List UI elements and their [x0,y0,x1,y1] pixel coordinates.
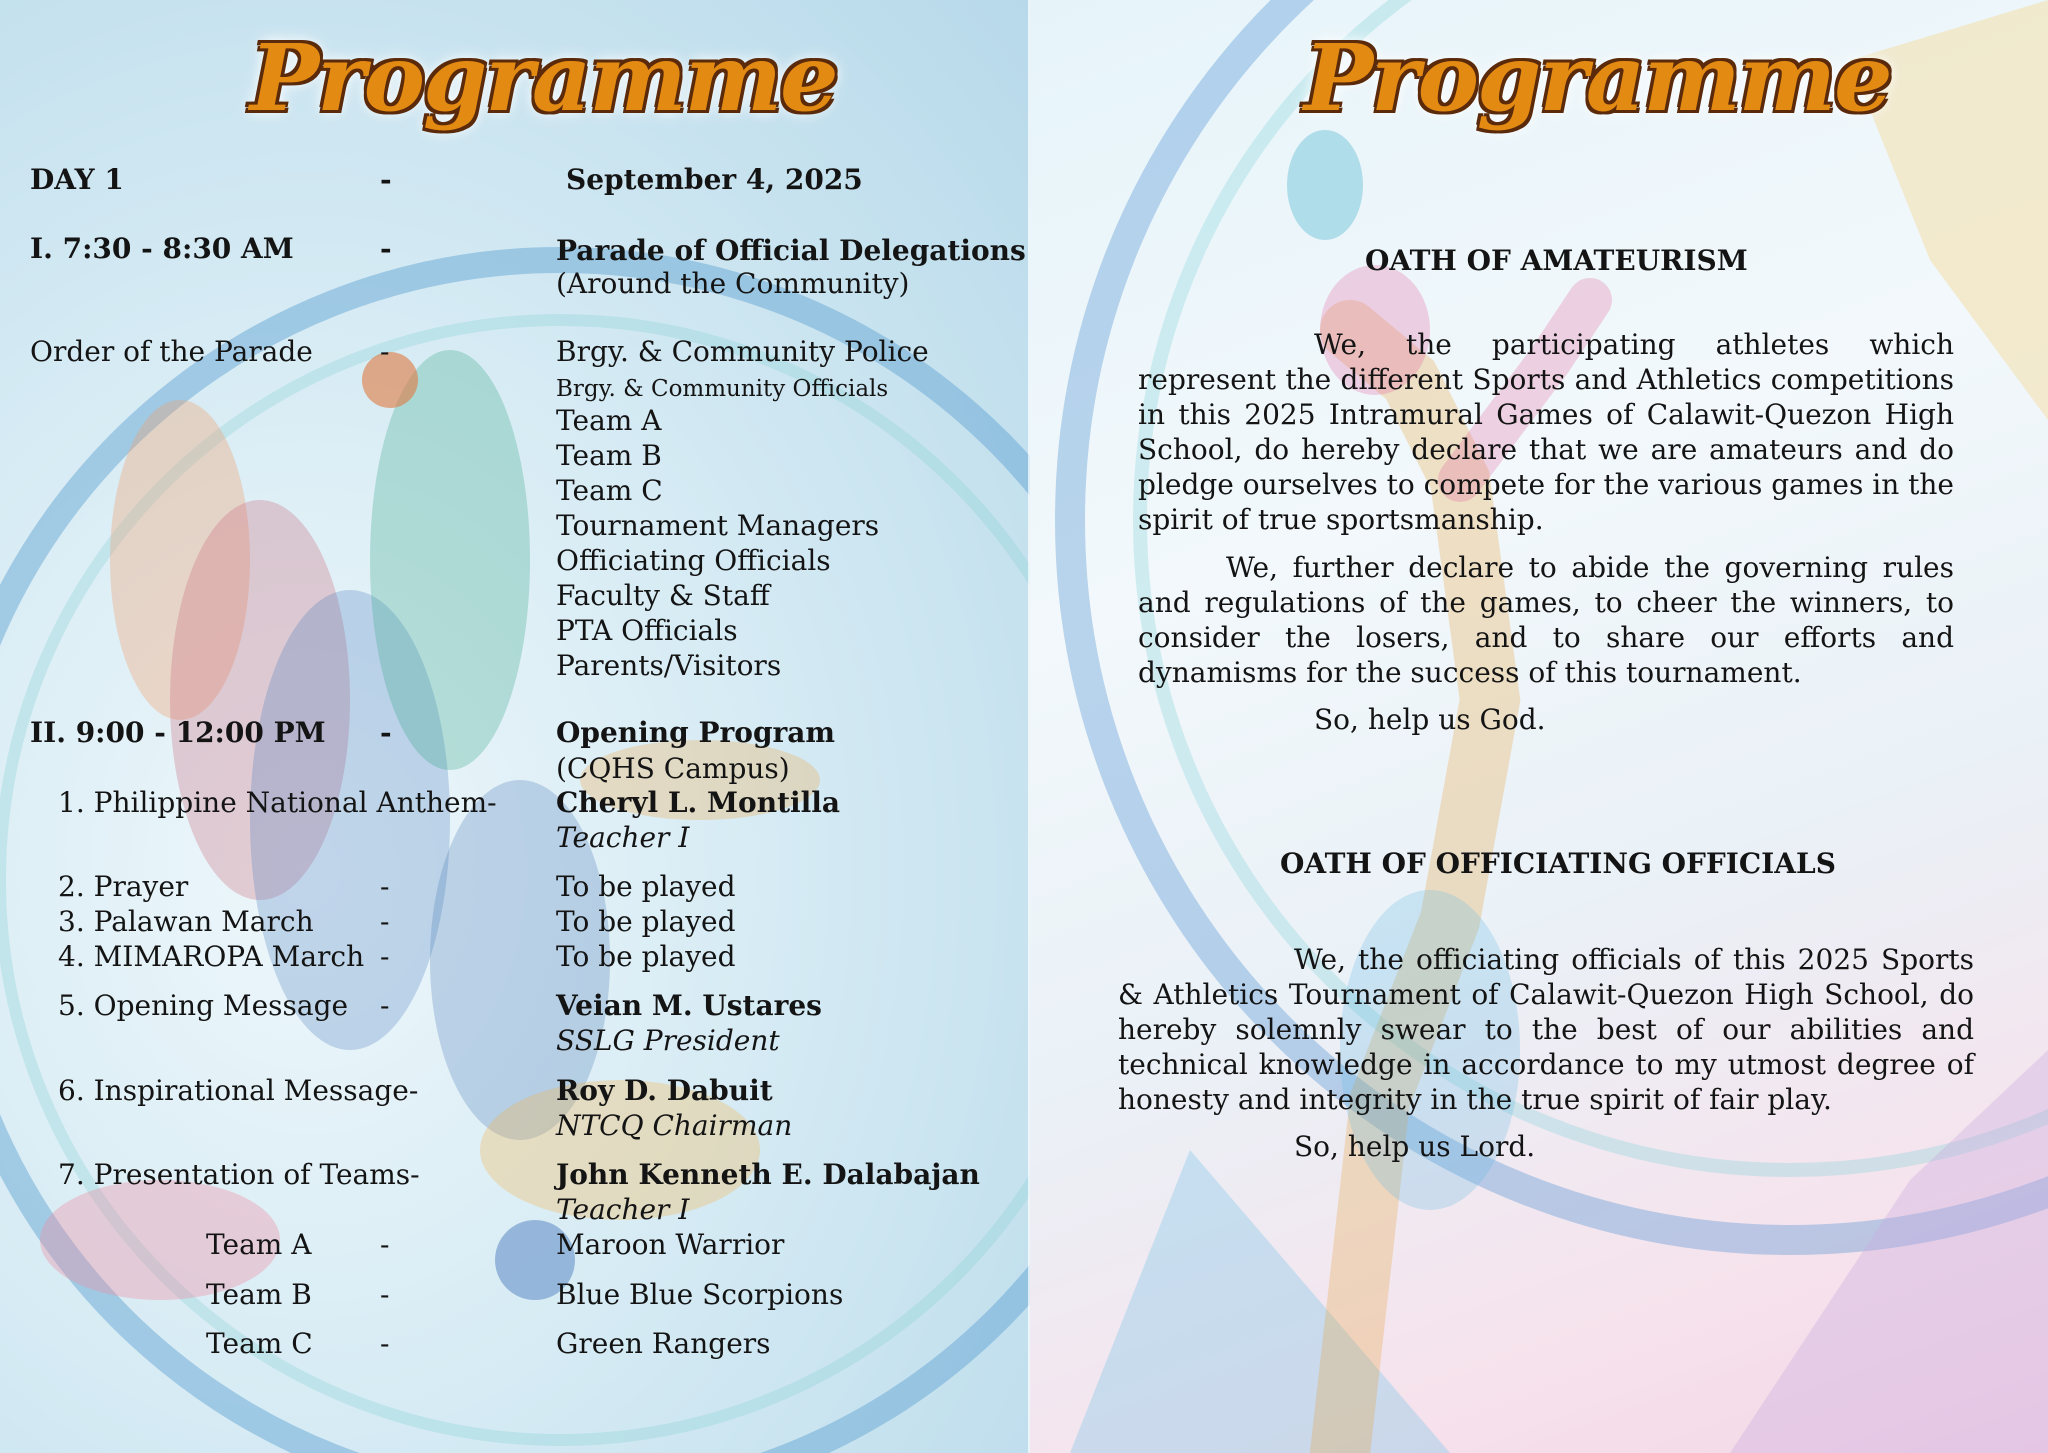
program-item-person: John Kenneth E. Dalabajan [556,1158,980,1191]
oath-officiating-heading: OATH OF OFFICIATING OFFICIALS [1280,847,1836,880]
part1-location: (Around the Community) [556,267,910,300]
program-item-person: Cheryl L. Montilla [556,786,841,819]
event-date: September 4, 2025 [566,163,863,196]
parade-item: Brgy. & Community Officials [556,376,889,402]
program-item-role: Teacher I [556,1193,690,1226]
program-item-value: To be played [556,905,736,938]
program-item-role: NTCQ Chairman [556,1109,793,1142]
oath-amateurism-paragraph-2: We, further declare to abide the governing rules and regulations of the games, to cheer the winners, to consider the losers, and to share our efforts and dynamisms for the success of this tournament. [1138,551,1954,689]
dash: - [380,905,390,938]
parade-item: Team B [556,439,662,472]
parade-item: Officiating Officials [556,544,831,577]
parade-item: Brgy. & Community Police [556,335,929,368]
programme-title: Programme [1304,24,1891,132]
program-item-value: To be played [556,870,736,903]
basketball-icon [362,352,418,408]
program-item-person: Veian M. Ustares [556,989,822,1022]
dash: - [380,1278,390,1311]
team-label: Team C [206,1327,313,1360]
part2-event: Opening Program [556,716,836,749]
oath-amateurism-closing: So, help us God. [1314,703,1546,736]
program-item-role: Teacher I [556,821,690,854]
part1-event: Parade of Official Delegations [556,234,1026,267]
oath-officiating-closing: So, help us Lord. [1294,1130,1536,1163]
dash: - [380,163,392,196]
program-item-label: 3. Palawan March [58,905,314,938]
day-label: DAY 1 [30,163,124,196]
program-item-label: 2. Prayer [58,870,189,903]
programme-title: Programme [250,24,837,132]
oath-officiating-body [1118,942,1974,1164]
parade-item: Tournament Managers [556,509,880,542]
program-item-label: 5. Opening Message [58,989,349,1022]
parade-item: Parents/Visitors [556,649,782,682]
right-page [1030,0,2048,1453]
program-item-role: SSLG President [556,1024,780,1057]
program-item-label: 4. MIMAROPA March [58,940,365,973]
parade-item: Team C [556,474,663,507]
dash: - [380,232,392,265]
parade-label: Order of the Parade [30,335,313,368]
parade-item: Faculty & Staff [556,579,770,612]
program-item-value: To be played [556,940,736,973]
team-name: Green Rangers [556,1327,771,1360]
dash: - [380,940,390,973]
team-name: Maroon Warrior [556,1228,785,1261]
oath-amateurism-heading: OATH OF AMATEURISM [1365,244,1748,277]
parade-item: Team A [556,404,662,437]
part1-time: I. 7:30 - 8:30 AM [30,232,294,265]
team-label: Team A [206,1228,312,1261]
program-item-person: Roy D. Dabuit [556,1074,773,1107]
program-item-label: 6. Inspirational Message- [58,1074,419,1107]
volleyball-icon [1287,130,1363,240]
dash: - [380,1228,390,1261]
dash: - [380,870,390,903]
oath-officiating-paragraph-1: We, the officiating officials of this 2025 Sports & Athletics Tournament of Calawit-Quezon High School, do hereby solemnly swear to the best of our abilities and technical knowledge in accordance to my utmost degree of honesty and integrity in the true spirit of fair play. [1118,943,1974,1116]
part2-time: II. 9:00 - 12:00 PM [30,716,326,749]
dash: - [380,335,390,368]
oath-amateurism-body [1138,327,1954,737]
parade-item: PTA Officials [556,614,738,647]
program-item-label: 7. Presentation of Teams- [58,1158,420,1191]
team-name: Blue Blue Scorpions [556,1278,844,1311]
team-label: Team B [206,1278,312,1311]
program-item-label: 1. Philippine National Anthem- [58,786,497,819]
oath-amateurism-paragraph-1: We, the participating athletes which represent the different Sports and Athletics competitions in this 2025 Intramural Games of Calawit-Quezon High School, do hereby declare that we are amateurs and do pledge ourselves to compete for the various games in the spirit of true sportsmanship. [1138,328,1954,536]
part2-location: (CQHS Campus) [556,752,790,785]
dash: - [380,1327,390,1360]
dash: - [380,989,390,1022]
dash: - [380,716,392,749]
